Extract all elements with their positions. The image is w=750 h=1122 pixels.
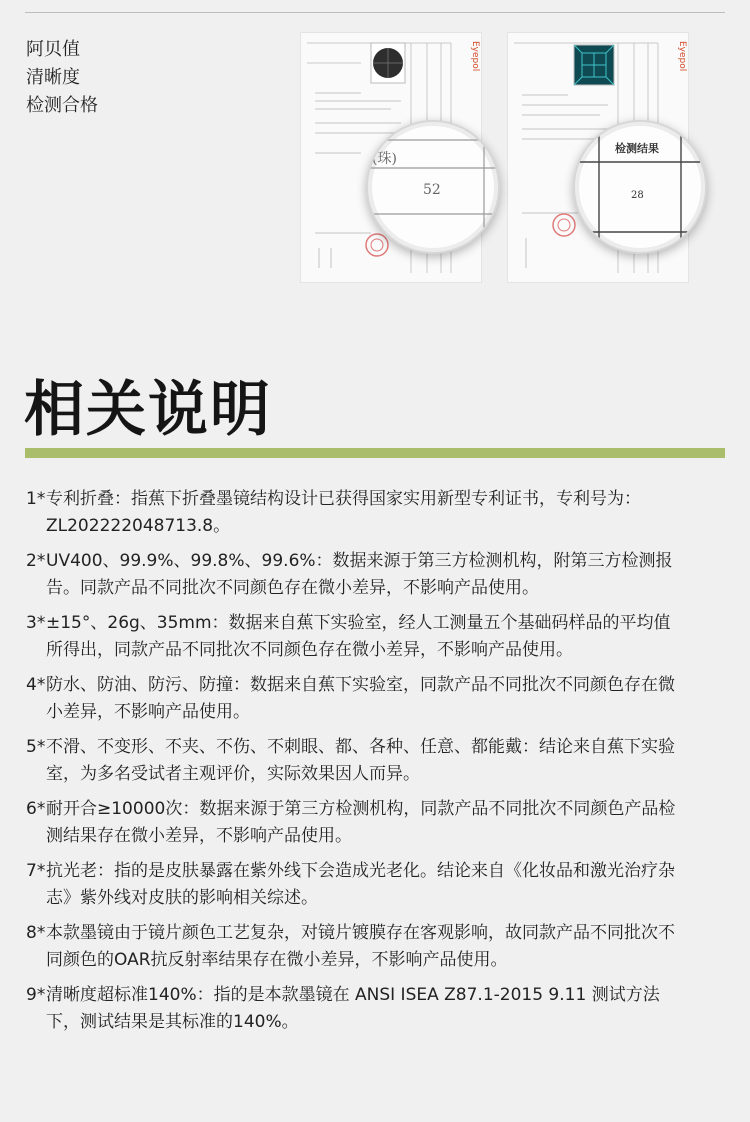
note-number: 1*: [26, 489, 46, 509]
notes-list: [26, 486, 686, 1044]
caption-line-clarity: 清晰度: [26, 67, 80, 88]
abbe-result-value: 52: [423, 182, 441, 198]
note-item: [26, 610, 686, 664]
caption-line-abbe: 阿贝值: [26, 39, 80, 60]
note-text: 清晰度超标准140%：指的是本款墨镜在 ANSI ISEA Z87.1-2015 9.11 测试方法下，测试结果是其标准的140%。: [46, 985, 660, 1032]
note-number: 2*: [26, 551, 46, 571]
note-item: [26, 672, 686, 726]
note-text: 防水、防油、防污、防撞：数据来自蕉下实验室，同款产品不同批次不同颜色存在微小差异，不影响产品使用。: [46, 675, 675, 722]
note-item: [26, 486, 686, 540]
zoom-lens-clarity-value: [573, 120, 707, 254]
note-number: 6*: [26, 799, 46, 819]
note-text: 抗光老：指的是皮肤暴露在紫外线下会造成光老化。结论来自《化妆品和激光治疗杂志》紫外线对皮肤的影响相关综述。: [46, 861, 675, 908]
eyepol-logo: Eyepol: [470, 41, 480, 72]
zoom-column-header: 检测结果: [615, 142, 659, 155]
note-number: 7*: [26, 861, 46, 881]
note-item: [26, 982, 686, 1036]
test-caption: [26, 36, 98, 120]
eyepol-logo: Eyepol: [677, 41, 687, 72]
note-item: [26, 858, 686, 912]
heading-accent-bar: [25, 448, 725, 458]
note-number: 5*: [26, 737, 46, 757]
note-number: 4*: [26, 675, 46, 695]
zoom-column-header: (珠): [372, 151, 397, 167]
note-text: 专利折叠：指蕉下折叠墨镜结构设计已获得国家实用新型专利证书，专利号为：ZL202222048713.8。: [46, 489, 641, 536]
note-text: ±15°、26g、35mm：数据来自蕉下实验室，经人工测量五个基础码样品的平均值所得出，同款产品不同批次不同颜色存在微小差异，不影响产品使用。: [46, 613, 671, 660]
zoom-lens-abbe-value: [366, 120, 500, 254]
note-number: 8*: [26, 923, 46, 943]
clarity-result-value: 28: [631, 190, 644, 201]
note-text: UV400、99.9%、99.8%、99.6%：数据来源于第三方检测机构，附第三方检测报告。同款产品不同批次不同颜色存在微小差异，不影响产品使用。: [46, 551, 673, 598]
section-heading: 相关说明: [24, 375, 272, 445]
note-number: 9*: [26, 985, 46, 1005]
note-item: [26, 796, 686, 850]
top-divider: [25, 12, 725, 13]
note-item: [26, 920, 686, 974]
note-number: 3*: [26, 613, 46, 633]
note-text: 不滑、不变形、不夹、不伤、不刺眼、都、各种、任意、都能戴：结论来自蕉下实验室，为多名受试者主观评价，实际效果因人而异。: [46, 737, 675, 784]
note-item: [26, 548, 686, 602]
caption-line-passed: 检测合格: [26, 95, 98, 116]
note-text: 耐开合≥10000次：数据来源于第三方检测机构，同款产品不同批次不同颜色产品检测结果存在微小差异，不影响产品使用。: [46, 799, 676, 846]
note-text: 本款墨镜由于镜片颜色工艺复杂，对镜片镀膜存在客观影响，故同款产品不同批次不同颜色的OAR抗反射率结果存在微小差异，不影响产品使用。: [46, 923, 675, 970]
note-item: [26, 734, 686, 788]
